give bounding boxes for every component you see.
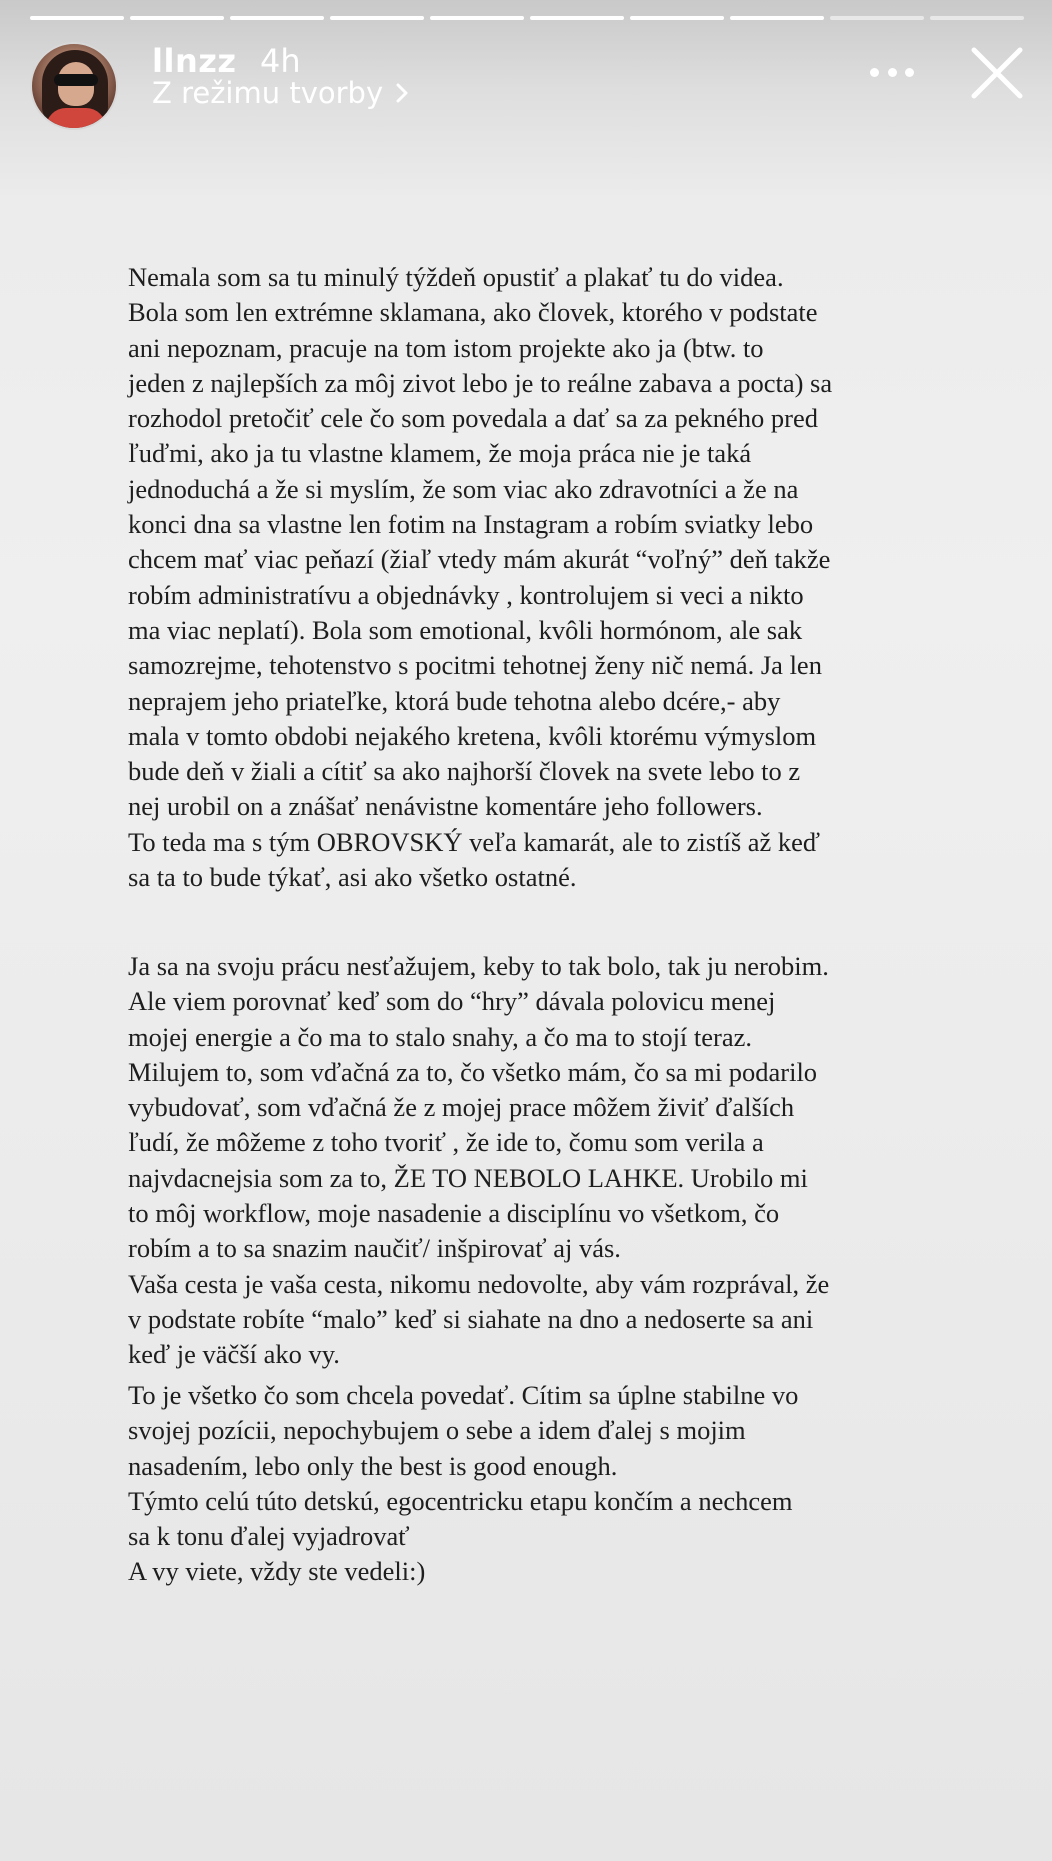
story-text-line: jednoduchá a že si myslím, že som viac ako zdravotníci a že na: [128, 473, 799, 504]
story-text-line: Týmto celú túto detskú, egocentricku etapu končím a nechcem: [128, 1485, 793, 1516]
story-text-line: konci dna sa vlastne len fotim na Instagram a robím sviatky lebo: [128, 509, 814, 540]
story-text-line: nasadením, lebo only the best is good enough.: [128, 1450, 618, 1481]
story-text-line: chcem mať viac peňazí (žiaľ vtedy mám akurát “voľný” deň takže: [128, 544, 831, 575]
story-text-line: rozhodol pretočiť cele čo som povedala a dať sa za pekného pred: [128, 403, 819, 434]
story-text-line: samozrejme, tehotenstvo s pocitmi tehotnej ženy nič nemá. Ja len: [128, 650, 822, 681]
story-text-line: robím administratívu a objednávky , kontrolujem si veci a nikto: [128, 579, 804, 610]
story-text-line: Milujem to, som vďačná za to, čo všetko mám, čo sa mi podarilo: [128, 1056, 818, 1087]
story-text-line: Bola som len extrémne sklamana, ako človek, ktorého v podstate: [128, 297, 818, 328]
story-text-line: jeden z najlepších za môj zivot lebo je to reálne zabava a pocta) sa: [128, 367, 833, 398]
story-text-line: ani nepoznam, pracuje na tom istom projekte ako ja (btw. to: [128, 332, 764, 363]
story-text-line: neprajem jeho priateľke, ktorá bude tehotna alebo dcére,- aby: [128, 685, 781, 716]
story-text-line: To teda ma s tým OBROVSKÝ veľa kamarát, ale to zistíš až keď: [128, 826, 821, 857]
story-text-line: najvdacnejsia som za to, ŽE TO NEBOLO LAHKE. Urobilo mi: [128, 1162, 808, 1193]
story-text-line: mojej energie a čo ma to stalo snahy, a čo ma to stojí teraz.: [128, 1021, 753, 1052]
story-paragraph-1: [128, 260, 948, 895]
story-text-line: To je všetko čo som chcela povedať. Cítim sa úplne stabilne vo: [128, 1380, 799, 1410]
story-text-line: sa ta to bude týkať, asi ako všetko ostatné.: [128, 862, 577, 893]
story-text-line: to môj workflow, moje nasadenie a disciplínu vo všetkom, čo: [128, 1198, 780, 1229]
post-time: 4h: [260, 42, 301, 80]
story-text-line: A vy viete, vždy ste vedeli:): [128, 1556, 426, 1587]
username[interactable]: llnzz: [152, 42, 237, 80]
story-text-line: mala v tomto obdobi nejakého kretena, kvôli ktorému výmyslom: [128, 720, 817, 751]
story-text-line: svojej pozícii, nepochybujem o sebe a idem ďalej s mojim: [128, 1415, 746, 1446]
story-paragraph-2: [128, 949, 948, 1373]
story-text-line: ľudí, že môžeme z toho tvoriť , že ide to, čomu som verila a: [128, 1127, 764, 1158]
story-text-line: bude deň v žiali a cítiť sa ako najhorší človek na svete lebo to z: [128, 756, 801, 787]
story-paragraph-3: [128, 1378, 948, 1590]
story-text-line: Ja sa na svoju prácu nesťažujem, keby to tak bolo, tak ju nerobim.: [128, 951, 829, 981]
story-text-line: v podstate robíte “malo” keď si siahate na dno a nedoserte sa ani: [128, 1303, 814, 1334]
story-text-line: nej urobil on a znášať nenávistne komentáre jeho followers.: [128, 791, 763, 822]
create-mode-label: Z režimu tvorby: [152, 76, 384, 110]
story-text-line: vybudovať, som vďačná že z mojej prace môžem živiť ďalších: [128, 1092, 795, 1123]
story-text-line: robím a to sa snazim naučiť/ inšpirovať aj vás.: [128, 1233, 621, 1264]
story-text-line: ľuďmi, ako ja tu vlastne klamem, že moja práca nie je taká: [128, 438, 752, 469]
story-text-line: keď je väčší ako vy.: [128, 1339, 340, 1370]
story-text-line: Nemala som sa tu minulý týždeň opustiť a plakať tu do videa.: [128, 262, 784, 292]
story-text-line: ma viac neplatí). Bola som emotional, kvôli hormónom, ale sak: [128, 614, 803, 645]
story-text-line: sa k tonu ďalej vyjadrovať: [128, 1521, 410, 1552]
story-text-line: Vaša cesta je vaša cesta, nikomu nedovolte, aby vám rozprával, že: [128, 1268, 830, 1299]
story-text-line: Ale viem porovnať keď som do “hry” dávala polovicu menej: [128, 986, 776, 1017]
